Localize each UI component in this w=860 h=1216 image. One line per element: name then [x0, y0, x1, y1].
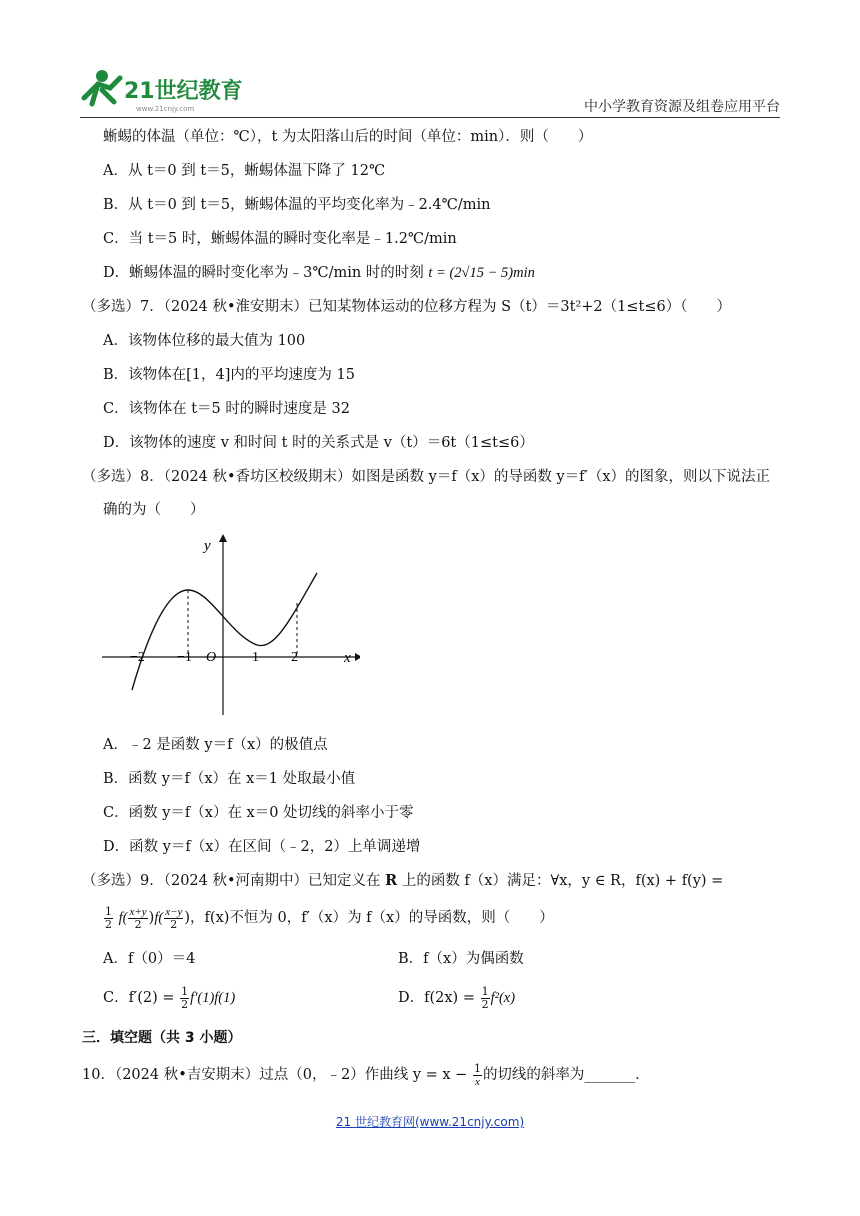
x-axis-label: x [344, 650, 351, 666]
q8-stem-line2: 确的为（ ） [103, 502, 205, 518]
q9-option-c-fraction: $\frac{1}{2}$ [181, 984, 189, 1011]
q9-stem-prefix: （多选）9．（2024 秋•河南期中）已知定义在 [82, 873, 381, 889]
q6-option-b: B．从 t＝0 到 t＝5，蜥蜴体温的平均变化率为﹣2.4℃/min [103, 197, 491, 213]
q6-option-a: A．从 t＝0 到 t＝5，蜥蜴体温下降了 12℃ [103, 163, 386, 179]
header-platform-name: 中小学教育资源及组卷应用平台 [584, 99, 780, 115]
q7-option-c: C．该物体在 t＝5 时的瞬时速度是 32 [103, 401, 350, 417]
logo-sub: www.21cnjy.com [136, 105, 195, 113]
x-axis-arrow [355, 653, 360, 661]
footer-link[interactable]: 21 世纪教育网(www.21cnjy.com) [335, 1115, 525, 1129]
derivative-graph [100, 530, 360, 720]
q9-stem-suffix: ，f(x)不恒为 0，f′（x）为 f（x）的导函数，则（ ） [190, 910, 554, 926]
q7-option-d: D．该物体的速度 v 和时间 t 时的关系式是 v（t）＝6t（1≤t≤6） [103, 435, 534, 451]
q9-fraction-1: $\frac{x+y}{2}$ [129, 905, 147, 931]
y-axis-label: y [204, 538, 211, 554]
q9-option-c [103, 985, 235, 1011]
tick-label-neg2: −2 [130, 650, 145, 665]
q9-stem-r: R [385, 872, 398, 889]
q9-option-c-prefix: C．f′(2) = [103, 990, 175, 1006]
q9-option-c-suffix: f′(1)f(1) [190, 990, 236, 1006]
q6-intro: 蜥蜴的体温（单位：℃），t 为太阳落山后的时间（单位：min）．则（ ） [103, 129, 593, 145]
q9-f-open-1: f( [118, 910, 128, 926]
page-header [80, 68, 780, 116]
q9-half-fraction: $\frac{1}{2}$ [105, 904, 112, 931]
q10-suffix: 的切线的斜率为_______． [482, 1067, 650, 1083]
q9-stem-line2: $\frac{1}{2}$ f( $\frac{x+y}{2}$ )f( $\frac{x-y}{2}$ )，f(x)不恒为 0，f′（x）为 f（x）的导函数，则（ ） [105, 904, 554, 931]
q6-option-d-formula: t = (2√15 − 5)min [428, 265, 535, 281]
q9-f-open-2: f( [154, 910, 164, 926]
tick-label-1: 1 [252, 650, 259, 665]
q10-stem [82, 1062, 650, 1088]
q9-stem-line1 [82, 871, 723, 891]
q8-option-a: A．﹣2 是函数 y＝f（x）的极值点 [103, 737, 328, 753]
q9-option-d-fraction: $\frac{1}{2}$ [481, 984, 489, 1011]
q10-fraction: $\frac{1}{x}$ [473, 1061, 481, 1088]
q7-option-b: B．该物体在[1，4]内的平均速度为 15 [103, 367, 355, 383]
q6-option-d [103, 263, 535, 283]
q9-stem-mid: 上的函数 f（x）满足：∀x，y ∈ R，f(x) + f(y) = [401, 873, 724, 889]
q9-option-d-prefix: D．f(2x) = [398, 990, 475, 1006]
q10-prefix: 10．（2024 秋•吉安期末）过点（0，﹣2）作曲线 y = x − [82, 1067, 468, 1083]
q8-stem-line1: （多选）8．（2024 秋•香坊区校级期末）如图是函数 y＝f（x）的导函数 y＝f′（x）的图象，则以下说法正 [82, 469, 771, 485]
logo-icon [80, 68, 255, 114]
q6-option-c: C．当 t＝5 时，蜥蜴体温的瞬时变化率是﹣1.2℃/min [103, 231, 457, 247]
header-divider [80, 117, 780, 118]
q8-option-d: D．函数 y＝f（x）在区间（﹣2，2）上单调递增 [103, 839, 421, 855]
section-title-fill-blank: 三．填空题（共 3 小题） [82, 1030, 242, 1046]
q9-option-a: A．f（0）＝4 [103, 951, 196, 967]
q8-option-c: C．函数 y＝f（x）在 x＝0 处切线的斜率小于零 [103, 805, 414, 821]
tick-label-2: 2 [291, 650, 298, 665]
q9-option-b: B．f（x）为偶函数 [398, 951, 524, 967]
q7-option-a: A．该物体位移的最大值为 100 [103, 333, 306, 349]
q8-option-b: B．函数 y＝f（x）在 x＝1 处取最小值 [103, 771, 356, 787]
q9-option-d-suffix: f²(x) [490, 990, 516, 1006]
origin-label: O [206, 650, 217, 665]
tick-label-neg1: −1 [177, 650, 192, 665]
y-axis-arrow [219, 534, 227, 542]
logo-text: 21世纪教育 [124, 79, 243, 104]
derivative-curve [132, 573, 317, 690]
q7-stem: （多选）7．（2024 秋•淮安期末）已知某物体运动的位移方程为 S（t）＝3t²+2（1≤t≤6）（ ） [82, 299, 731, 315]
page-footer [0, 1113, 860, 1130]
q9-option-d [398, 985, 515, 1011]
q9-fraction-2: $\frac{x-y}{2}$ [165, 905, 183, 931]
q6-option-d-text: D．蜥蜴体温的瞬时变化率为﹣3℃/min 时的时刻 [103, 265, 424, 281]
